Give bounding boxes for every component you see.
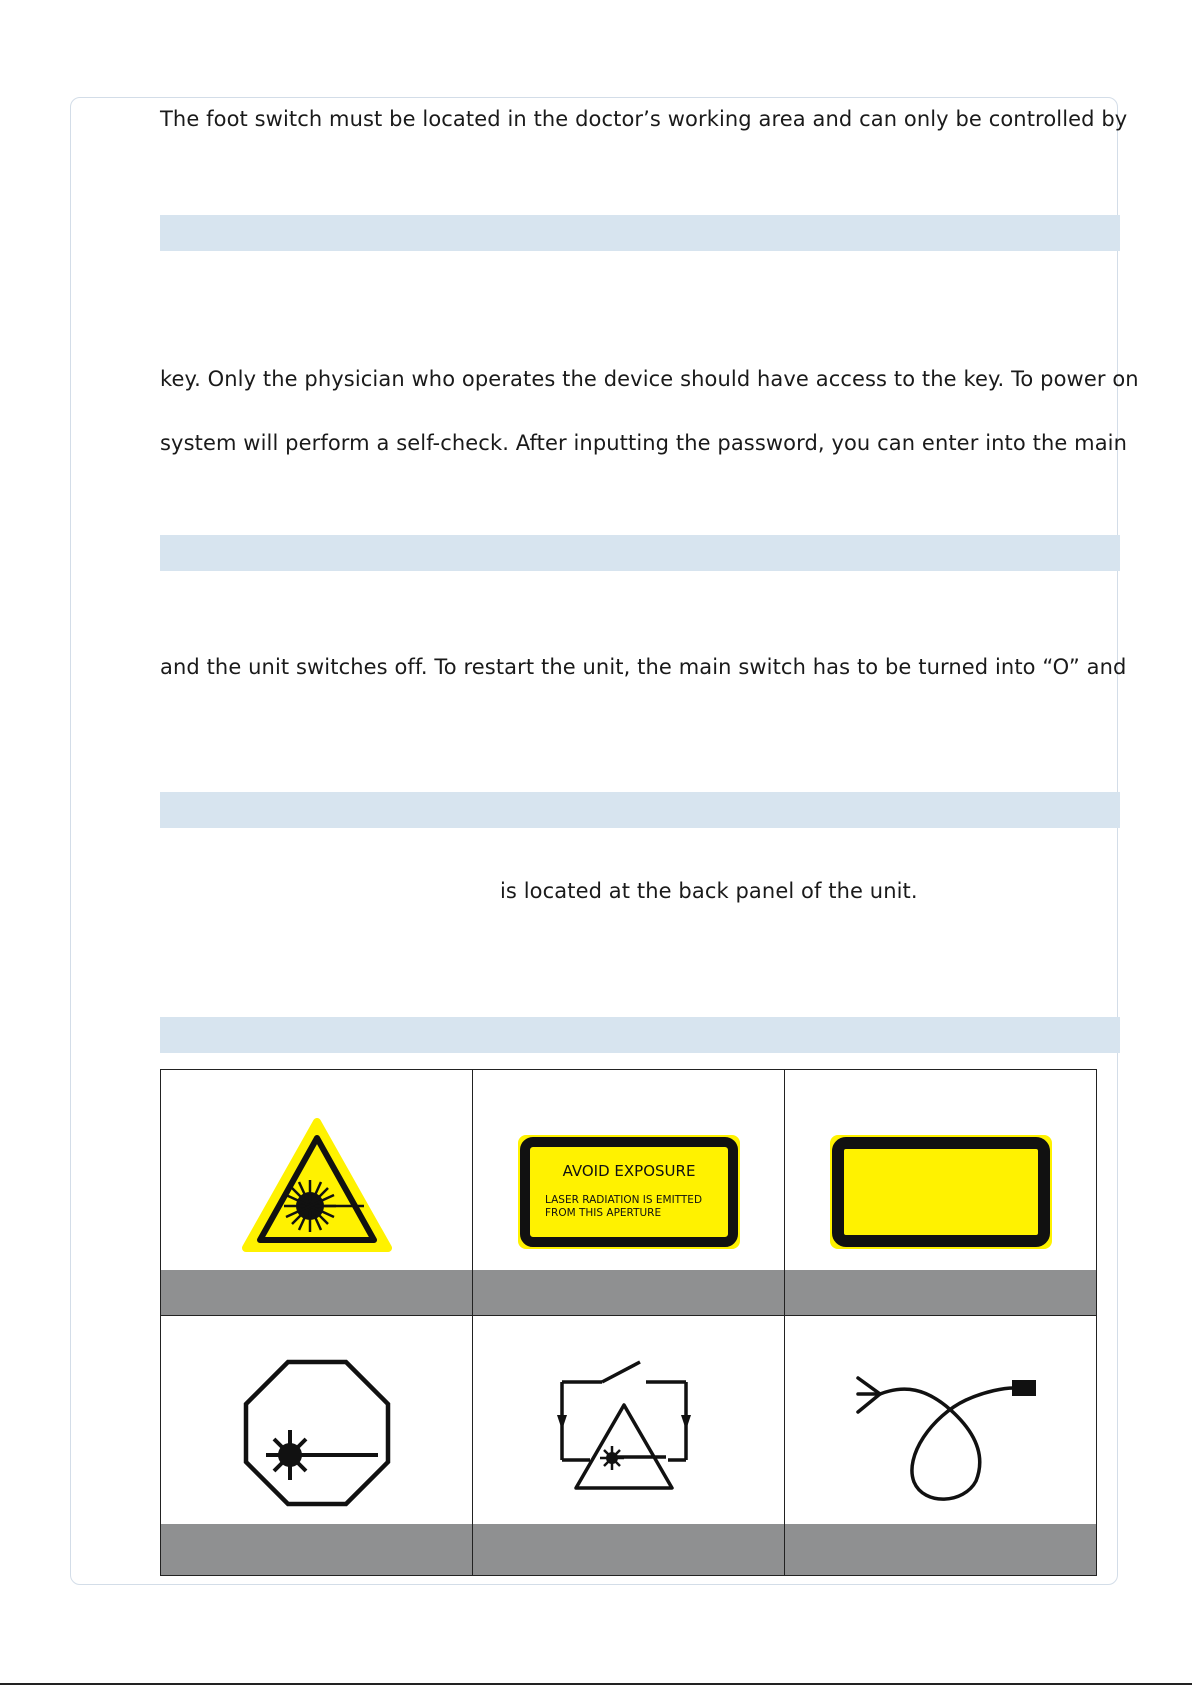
label-caption-bar [161, 1270, 472, 1315]
label-cell-blank-yellow [785, 1070, 1097, 1316]
avoid-exposure-label-icon [517, 1134, 741, 1250]
symbol-caption-bar [161, 1524, 472, 1575]
fiber-connector-icon [846, 1376, 1036, 1506]
symbol-cell-aperture [161, 1316, 473, 1576]
paragraph-line-back-panel: is located at the back panel of the unit. [500, 879, 918, 903]
label-caption-bar [473, 1270, 784, 1315]
blank-yellow-label-icon [829, 1134, 1053, 1250]
symbol-caption-bar [785, 1524, 1096, 1575]
label-caption-bar [785, 1270, 1096, 1315]
paragraph-line-self-check: system will perform a self-check. After inputting the password, you can enter into the main [160, 431, 1128, 455]
laser-aperture-octagon-icon [242, 1358, 392, 1508]
avoid-exposure-line-1: LASER RADIATION IS EMITTED [544, 1194, 702, 1206]
avoid-exposure-line-2: FROM THIS APERTURE [544, 1207, 661, 1219]
paragraph-line-restart: and the unit switches off. To restart the unit, the main switch has to be turned into “O” and [160, 655, 1127, 679]
paragraph-line-key: key. Only the physician who operates the device should have access to the key. To power on [160, 367, 1139, 391]
laser-labels-table [160, 1069, 1097, 1576]
section-heading-band-4 [160, 1017, 1120, 1053]
interlock-switch-icon [554, 1360, 704, 1500]
paragraph-line-foot-switch: The foot switch must be located in the doctor’s working area and can only be controlled by [160, 107, 1128, 131]
laser-warning-triangle-icon [242, 1118, 392, 1254]
section-heading-band-1 [160, 215, 1120, 251]
avoid-exposure-title: AVOID EXPOSURE [562, 1162, 695, 1180]
label-cell-avoid-exposure [473, 1070, 785, 1316]
label-cell-laser-warning [161, 1070, 473, 1316]
symbol-cell-fiber [785, 1316, 1097, 1576]
symbol-caption-bar [473, 1524, 784, 1575]
section-heading-band-2 [160, 535, 1120, 571]
symbol-cell-interlock [473, 1316, 785, 1576]
section-heading-band-3 [160, 792, 1120, 828]
